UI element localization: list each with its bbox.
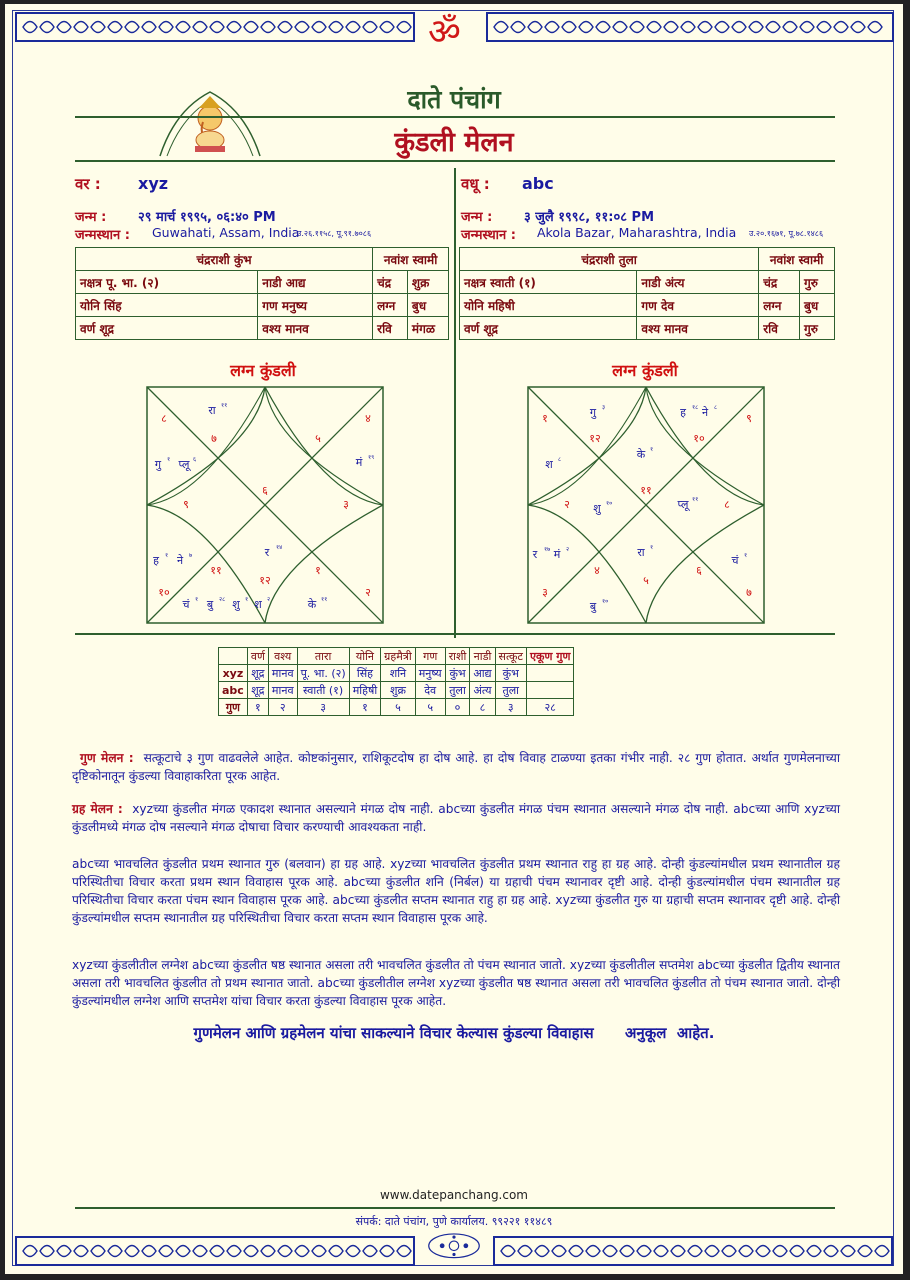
- guna-cell: सिंह: [349, 665, 380, 682]
- guna-cell: महिषी: [349, 682, 380, 699]
- border-leaf: [562, 22, 576, 33]
- border-leaf: [108, 22, 122, 33]
- vadhu-place-label: जन्मस्थान :: [461, 228, 516, 243]
- border-leaf: [40, 1246, 54, 1257]
- border-leaf: [569, 1246, 583, 1257]
- var-cell: वर्ण शूद्र: [76, 317, 258, 340]
- guna-header-cell: वर्ण: [247, 648, 268, 665]
- vadhu-kundli-chart: [527, 386, 765, 624]
- guna-cell: शूद्र: [247, 665, 268, 682]
- border-leaf: [176, 22, 190, 33]
- guna-row-label: abc: [219, 682, 248, 699]
- planet-degree: १: [245, 596, 249, 603]
- planet-degree: १: [650, 446, 654, 453]
- border-leaf: [329, 22, 343, 33]
- house-number: ९: [746, 412, 752, 425]
- vadhu-cell: गण देव: [637, 294, 759, 317]
- vadhu-info-table: [459, 247, 835, 340]
- border-leaf: [511, 22, 525, 33]
- planet-label: प्लू: [677, 498, 689, 511]
- border-leaf: [295, 1246, 309, 1257]
- border-leaf: [766, 22, 780, 33]
- border-leaf: [295, 22, 309, 33]
- house-number: १०: [693, 432, 705, 445]
- top-right-border: [486, 12, 894, 42]
- house-number: २: [564, 498, 570, 511]
- border-leaf: [535, 1246, 549, 1257]
- border-leaf: [193, 22, 207, 33]
- guna-header-cell: सत्कूट: [495, 648, 526, 665]
- bhava-paragraph: abcच्या भावचलित कुंडलीत प्रथम स्थानात गुरु (बलवान) हा ग्रह आहे. xyzच्या भावचलित कुंडलीत प्रथम स्थानात राहु हा ग्रह आहे. दोन्ही कुंडल्यांमधील प्रथम स्थानातील ग्रह परिस्थितीचा विचार करता प्रथम स्थान विवाहास पूरक आहे. abcच्या कुंडलीत शनि (निर्बल) या ग्रहाची पंचम स्थानावर दृष्टी आहे. दोन्ही कुंडल्यांमधील पंचम स्थानातील ग्रह परिस्थितीचा विचार करता पंचम स्थान विवाहास पूरक आहे. abcच्या कुंडलीत सप्तम स्थानात राहु हा ग्रह आहे. xyzच्या कुंडलीत गुरु या ग्रहाची सप्तम स्थानावर दृष्टी आहे. दोन्ही कुंडल्यांमधील सप्तम स्थानातील ग्रह परिस्थितीचा विचार करता सप्तम स्थान विवाहास पूरक आहे.: [72, 857, 840, 925]
- border-leaf: [620, 1246, 634, 1257]
- var-kundli-title: लग्न कुंडली: [230, 361, 296, 380]
- planet-label: श: [254, 598, 262, 611]
- planet-degree: १०: [606, 500, 613, 507]
- border-leaf: [671, 1246, 685, 1257]
- guna-cell: शनि: [381, 665, 416, 682]
- guna-header-cell: योनि: [349, 648, 380, 665]
- var-cell: बुध: [407, 294, 448, 317]
- border-leaf: [630, 22, 644, 33]
- border-leaf: [227, 1246, 241, 1257]
- border-leaf: [74, 22, 88, 33]
- vadhu-cell: रवि: [759, 317, 800, 340]
- var-cell: गण मनुष्य: [258, 294, 373, 317]
- conclusion: गुणमेलन आणि ग्रहमेलन यांचा साकल्याने विचार केल्यास कुंडल्या विवाहास अनुकूल आहेत.: [193, 1024, 715, 1042]
- planet-label: शु: [232, 598, 240, 611]
- house-number: ४: [365, 412, 371, 425]
- house-number: १: [315, 564, 321, 577]
- border-leaf: [613, 22, 627, 33]
- planet-degree: २: [566, 546, 570, 553]
- vadhu-cell: वर्ण शूद्र: [460, 317, 637, 340]
- border-leaf: [380, 22, 394, 33]
- var-coords: उ.२६.११५८, पू.९१.७०८६: [297, 229, 372, 238]
- vadhu-cell: गुरु: [800, 271, 835, 294]
- border-leaf: [698, 22, 712, 33]
- border-leaf: [807, 1246, 821, 1257]
- lagnesh-paragraph: xyzच्या कुंडलीतील लग्नेश abcच्या कुंडलीत षष्ठ स्थानात असला तरी भावचलित कुंडलीत तो पंचम स्थानात जातो. xyzच्या कुंडलीतील सप्तमेश abcच्या कुंडलीत द्वितीय स्थानात असला तरी भावचलित कुंडलीत तो प्रथम स्थानात जातो. abcच्या कुंडलीतील लग्नेश xyzच्या कुंडलीत षष्ठ स्थानात असला तरी भावचलित कुंडलीत तो पंचम स्थानात जातो. दोन्ही कुंडल्यांमधील लग्नेश आणि सप्तमेश यांचा विचार करता कुंडल्या विवाहास पूरक आहेत.: [72, 958, 840, 1008]
- border-leaf: [210, 1246, 224, 1257]
- guna-cell: अंत्य: [470, 682, 495, 699]
- border-leaf: [261, 1246, 275, 1257]
- guna-cell: कुंभ: [445, 665, 470, 682]
- border-leaf: [739, 1246, 753, 1257]
- vadhu-cell: बुध: [800, 294, 835, 317]
- border-leaf: [834, 22, 848, 33]
- border-leaf: [91, 1246, 105, 1257]
- guna-melan-paragraph: [72, 749, 840, 785]
- house-number: ११: [640, 484, 652, 497]
- guna-cell: मानव: [268, 665, 297, 682]
- border-leaf: [579, 22, 593, 33]
- planet-degree: १: [195, 596, 199, 603]
- border-leaf: [176, 1246, 190, 1257]
- guna-cell: ०: [445, 699, 470, 716]
- planet-label: के: [307, 598, 317, 611]
- vadhu-cell: वश्य मानव: [637, 317, 759, 340]
- house-number: ४: [594, 564, 600, 577]
- var-cell: मंगळ: [407, 317, 448, 340]
- bottom-right-border: [493, 1236, 893, 1266]
- border-leaf: [159, 1246, 173, 1257]
- var-birth-label: जन्म :: [75, 210, 107, 225]
- var-info-table: [75, 247, 449, 340]
- guna-row-label: गुण: [219, 699, 248, 716]
- planet-label: मं: [553, 548, 561, 561]
- vadhu-name: abc: [522, 174, 554, 193]
- planet-label: ने: [701, 406, 709, 419]
- guna-cell: [526, 682, 573, 699]
- border-leaf: [91, 22, 105, 33]
- var-navansh-head: नवांश स्वामी: [373, 248, 449, 271]
- planet-degree: १: [744, 552, 748, 559]
- footer-website[interactable]: www.datepanchang.com: [379, 1188, 528, 1202]
- var-cell: नक्षत्र पू. भा. (२): [76, 271, 258, 294]
- house-number: ३: [343, 498, 349, 511]
- guna-cell: ८: [470, 699, 495, 716]
- house-number: १: [542, 412, 548, 425]
- guna-cell: ३: [297, 699, 349, 716]
- guna-cell: २: [268, 699, 297, 716]
- guna-cell: मानव: [268, 682, 297, 699]
- border-leaf: [637, 1246, 651, 1257]
- planet-degree: १: [167, 456, 171, 463]
- house-number: २: [365, 586, 371, 599]
- guna-row-label: xyz: [219, 665, 248, 682]
- top-left-border: [15, 12, 415, 42]
- planet-degree: १: [650, 544, 654, 551]
- planet-degree: १९: [368, 454, 375, 461]
- planet-label: बु: [589, 600, 597, 613]
- guna-header-cell: राशी: [445, 648, 470, 665]
- border-leaf: [681, 22, 695, 33]
- house-number: ७: [211, 432, 217, 445]
- border-leaf: [875, 1246, 889, 1257]
- border-leaf: [722, 1246, 736, 1257]
- border-leaf: [756, 1246, 770, 1257]
- border-leaf: [227, 22, 241, 33]
- planet-degree: १४: [276, 544, 283, 551]
- planet-label: ह: [153, 554, 159, 567]
- guna-cell: १: [247, 699, 268, 716]
- border-leaf: [278, 1246, 292, 1257]
- guna-header-cell: नाडी: [470, 648, 495, 665]
- page: [5, 4, 903, 1274]
- house-number: ५: [315, 432, 321, 445]
- planet-degree: ३: [602, 404, 606, 411]
- planet-degree: १७: [544, 546, 551, 553]
- var-cell: वश्य मानव: [258, 317, 373, 340]
- border-leaf: [732, 22, 746, 33]
- border-leaf: [773, 1246, 787, 1257]
- vadhu-cell: योनि महिषी: [460, 294, 637, 317]
- planet-degree: २८: [219, 596, 226, 603]
- guna-cell: कुंभ: [495, 665, 526, 682]
- border-leaf: [647, 22, 661, 33]
- guna-melan-label: गुण मेलन :: [80, 751, 134, 765]
- planet-label: गु: [154, 458, 162, 471]
- planet-label: चं: [731, 554, 739, 567]
- border-leaf: [397, 1246, 411, 1257]
- planet-label: रा: [208, 404, 216, 417]
- planet-degree: २: [267, 596, 271, 603]
- border-leaf: [312, 1246, 326, 1257]
- guna-cell: स्वाती (१): [297, 682, 349, 699]
- house-number: ८: [724, 498, 730, 511]
- var-kundli-chart: [146, 386, 384, 624]
- guna-cell: ५: [381, 699, 416, 716]
- border-leaf: [518, 1246, 532, 1257]
- graha-melan-text: xyzच्या कुंडलीत मंगळ एकादश स्थानात असल्याने मंगळ दोष नाही. abcच्या कुंडलीत मंगळ पंचम स्थानात असल्याने मंगळ दोष नाही. abcच्या आणि xyzच्या कुंडलीमध्ये मंगळ दोष नसल्याने मंगळ दोषाचा विचार करण्याची आवश्यकता नाही.: [72, 802, 840, 834]
- bottom-left-border: [15, 1236, 415, 1266]
- om-symbol: ॐ: [428, 12, 461, 53]
- guna-header-cell: तारा: [297, 648, 349, 665]
- planet-label: के: [636, 448, 646, 461]
- guna-cell: १: [349, 699, 380, 716]
- graha-melan-paragraph: [72, 800, 840, 836]
- kundli-melan-title: कुंडली मेलन: [394, 127, 514, 158]
- border-leaf: [552, 1246, 566, 1257]
- planet-degree: ११: [221, 402, 228, 409]
- border-leaf: [494, 22, 508, 33]
- vadhu-rashi: चंद्रराशी तुला: [460, 248, 759, 271]
- border-leaf: [380, 1246, 394, 1257]
- charts-bottom-line: [75, 633, 835, 635]
- planet-degree: ८: [558, 456, 562, 463]
- footer-contact: संपर्क: दाते पंचांग, पुणे कार्यालय. ९९२२१ ११४८९: [355, 1215, 553, 1228]
- house-number: ६: [262, 484, 268, 497]
- border-leaf: [841, 1246, 855, 1257]
- var-cell: योनि सिंह: [76, 294, 258, 317]
- guna-cell: शुक्र: [381, 682, 416, 699]
- planet-label: शु: [593, 502, 601, 515]
- guna-melan-text: सत्कूटाचे ३ गुण वाढवलेले आहेत. कोष्टकांनुसार, राशिकूटदोष हा दोष आहे. हा दोष विवाह टाळण्या इतका गंभीर नाही. २८ गुण होतात. अर्थात गुणमेलनाच्या दृष्टिकोनातून कुंडल्या विवाहाकरिता पूरक आहेत.: [72, 751, 841, 783]
- guna-cell: आद्य: [470, 665, 495, 682]
- guna-cell: तुला: [445, 682, 470, 699]
- guna-header-cell: गण: [415, 648, 445, 665]
- border-leaf: [142, 22, 156, 33]
- border-leaf: [824, 1246, 838, 1257]
- page-frame: [12, 10, 894, 1266]
- guna-header-cell: ग्रहमैत्री: [381, 648, 416, 665]
- border-leaf: [749, 22, 763, 33]
- planet-label: र: [532, 548, 538, 561]
- border-leaf: [244, 22, 258, 33]
- guna-header-cell: [219, 648, 248, 665]
- vadhu-kundli-title: लग्न कुंडली: [612, 361, 678, 380]
- border-leaf: [851, 22, 865, 33]
- border-leaf: [40, 22, 54, 33]
- border-leaf: [261, 22, 275, 33]
- center-divider: [454, 168, 456, 638]
- border-leaf: [57, 1246, 71, 1257]
- var-cell: नाडी आद्य: [258, 271, 373, 294]
- border-leaf: [858, 1246, 872, 1257]
- border-leaf: [363, 1246, 377, 1257]
- planet-degree: १०: [602, 598, 609, 605]
- border-leaf: [125, 22, 139, 33]
- planet-degree: ११: [692, 496, 699, 503]
- var-name: xyz: [138, 174, 169, 193]
- border-leaf: [603, 1246, 617, 1257]
- border-leaf: [790, 1246, 804, 1257]
- border-leaf: [397, 22, 411, 33]
- var-cell: चंद्र: [373, 271, 408, 294]
- guna-cell: २८: [526, 699, 573, 716]
- header-line: [75, 116, 835, 118]
- house-number: १०: [158, 586, 170, 599]
- planet-degree: ७: [189, 552, 193, 559]
- guna-cell: ५: [415, 699, 445, 716]
- var-cell: रवि: [373, 317, 408, 340]
- border-leaf: [74, 1246, 88, 1257]
- border-leaf: [688, 1246, 702, 1257]
- guna-cell: पू. भा. (२): [297, 665, 349, 682]
- border-leaf: [244, 1246, 258, 1257]
- planet-label: बु: [206, 598, 214, 611]
- planet-degree: ६: [193, 456, 197, 463]
- house-number: ५: [643, 574, 649, 587]
- house-number: ३: [542, 586, 548, 599]
- border-leaf: [329, 1246, 343, 1257]
- border-leaf: [142, 1246, 156, 1257]
- planet-label: गु: [589, 406, 597, 419]
- header-bottom-line: [75, 160, 835, 162]
- house-number: ६: [696, 564, 702, 577]
- guna-header-cell: वश्य: [268, 648, 297, 665]
- var-birth: २९ मार्च १९९५, ०६:४० PM: [138, 210, 276, 225]
- border-leaf: [586, 1246, 600, 1257]
- planet-label: र: [264, 546, 270, 559]
- border-leaf: [278, 22, 292, 33]
- border-leaf: [868, 22, 882, 33]
- border-leaf: [23, 1246, 37, 1257]
- planet-label: मं: [355, 456, 363, 469]
- vadhu-cell: गुरु: [800, 317, 835, 340]
- vadhu-cell: नाडी अंत्य: [637, 271, 759, 294]
- planet-label: चं: [182, 598, 190, 611]
- house-number: ११: [210, 564, 222, 577]
- house-number: ८: [161, 412, 167, 425]
- border-leaf: [159, 22, 173, 33]
- vadhu-birth: ३ जुलै १९९८, ११:०८ PM: [524, 210, 655, 225]
- border-leaf: [346, 22, 360, 33]
- guna-table: [218, 647, 574, 716]
- planet-degree: १८: [692, 404, 699, 411]
- border-leaf: [312, 22, 326, 33]
- planet-degree: ११: [321, 596, 328, 603]
- border-leaf: [528, 22, 542, 33]
- vadhu-coords: उ.२०.१६७१, पू.७८.१४८६: [749, 229, 824, 238]
- border-leaf: [705, 1246, 719, 1257]
- var-cell: लग्न: [373, 294, 408, 317]
- panchang-title: दाते पंचांग: [407, 85, 501, 114]
- guna-cell: तुला: [495, 682, 526, 699]
- guna-cell: शूद्र: [247, 682, 268, 699]
- border-leaf: [125, 1246, 139, 1257]
- planet-label: रा: [637, 546, 645, 559]
- guna-total-header: एकूण गुण: [526, 648, 573, 665]
- border-leaf: [800, 22, 814, 33]
- graha-melan-label: ग्रह मेलन :: [72, 802, 123, 816]
- border-leaf: [817, 22, 831, 33]
- var-place: Guwahati, Assam, India: [152, 225, 300, 240]
- vadhu-birth-label: जन्म :: [461, 210, 493, 225]
- footer-line: [75, 1207, 835, 1209]
- border-leaf: [210, 22, 224, 33]
- guna-cell: देव: [415, 682, 445, 699]
- var-cell: शुक्र: [407, 271, 448, 294]
- house-number: ७: [746, 586, 752, 599]
- border-leaf: [57, 22, 71, 33]
- planet-label: ने: [176, 554, 184, 567]
- border-leaf: [346, 1246, 360, 1257]
- var-place-label: जन्मस्थान :: [75, 228, 130, 243]
- border-leaf: [501, 1246, 515, 1257]
- house-number: १२: [259, 574, 271, 587]
- border-leaf: [783, 22, 797, 33]
- border-leaf: [715, 22, 729, 33]
- guna-cell: [526, 665, 573, 682]
- vadhu-cell: चंद्र: [759, 271, 800, 294]
- border-leaf: [108, 1246, 122, 1257]
- guna-cell: ३: [495, 699, 526, 716]
- border-leaf: [654, 1246, 668, 1257]
- border-leaf: [545, 22, 559, 33]
- var-rashi: चंद्रराशी कुंभ: [76, 248, 373, 271]
- border-leaf: [363, 22, 377, 33]
- planet-label: श: [545, 458, 553, 471]
- border-leaf: [596, 22, 610, 33]
- border-leaf: [193, 1246, 207, 1257]
- house-number: १२: [589, 432, 601, 445]
- bottom-center-ornament: [419, 1230, 489, 1260]
- house-number: ९: [183, 498, 189, 511]
- planet-degree: १: [165, 552, 169, 559]
- vadhu-cell: लग्न: [759, 294, 800, 317]
- planet-degree: ८: [714, 404, 718, 411]
- planet-label: प्लू: [178, 458, 190, 471]
- vadhu-place: Akola Bazar, Maharashtra, India: [537, 225, 737, 240]
- planet-label: ह: [680, 406, 686, 419]
- vadhu-label: वधू :: [461, 175, 490, 193]
- vadhu-navansh-head: नवांश स्वामी: [759, 248, 835, 271]
- guna-cell: मनुष्य: [415, 665, 445, 682]
- var-label: वर :: [75, 175, 101, 193]
- vadhu-cell: नक्षत्र स्वाती (१): [460, 271, 637, 294]
- border-leaf: [664, 22, 678, 33]
- border-leaf: [23, 22, 37, 33]
